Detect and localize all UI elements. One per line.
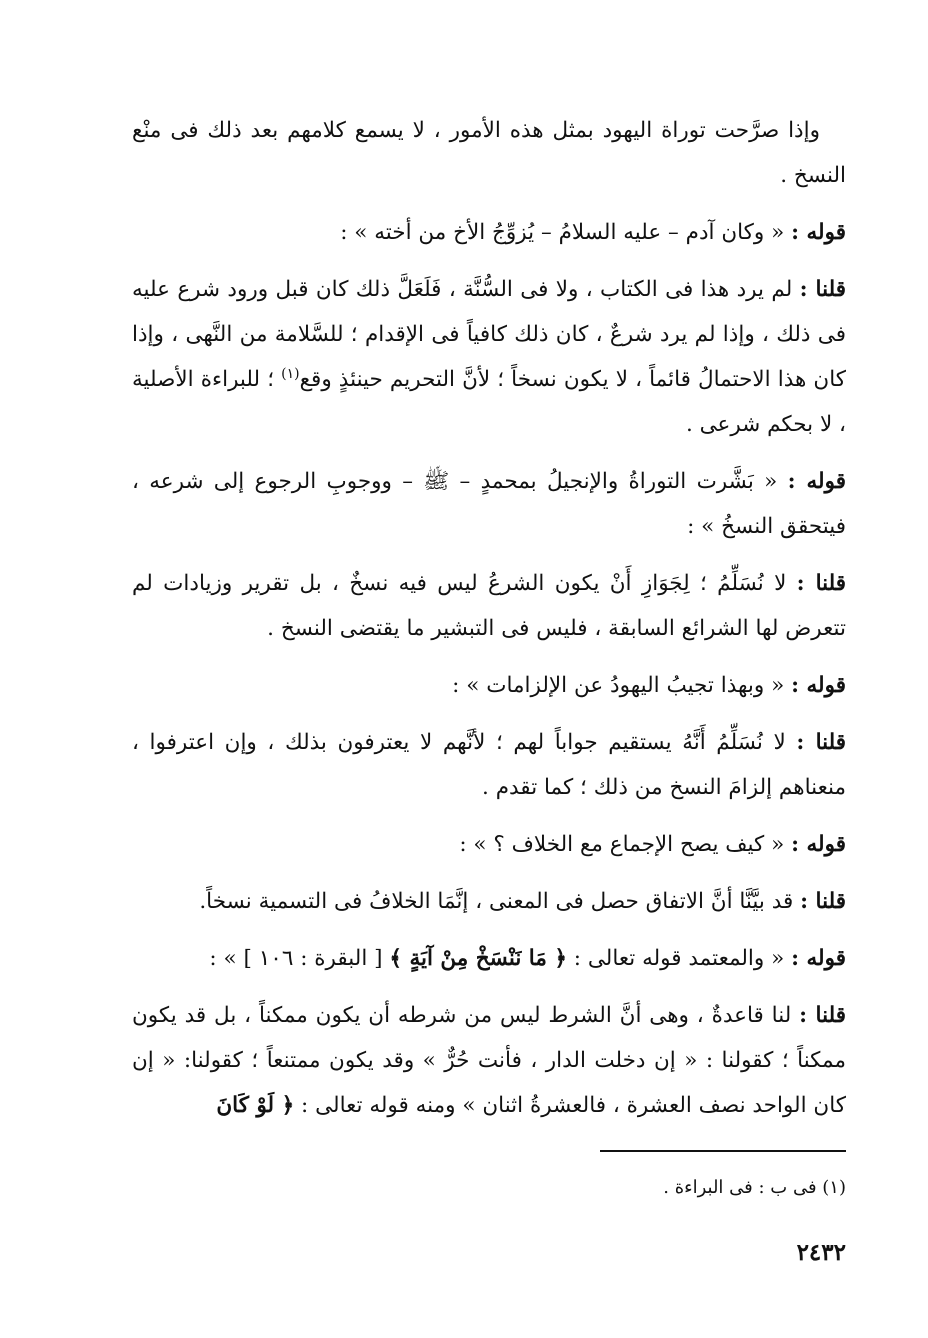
paragraph-label: قوله :: [791, 832, 846, 857]
paragraph-label: قلنا :: [796, 571, 847, 596]
paragraph-label: قلنا :: [799, 1003, 846, 1028]
paragraph-10: [132, 936, 846, 981]
page-number: ٢٤٣٢: [796, 1239, 846, 1266]
paragraph-text: « وكان آدم – عليه السلامُ – يُزوِّجُ الأخ من أخته » :: [340, 220, 792, 245]
paragraph-6: [132, 663, 846, 708]
quran-verse: ﴿ مَا نَنْسَخْ مِنْ آيَةٍ ﴾: [389, 946, 567, 971]
paragraph-text: لنا قاعدةٌ ، وهى أنَّ الشرط ليس من شرطه أن يكون ممكناً ، بل قد يكون ممكناً ؛ كقولنا : « إن دخلت الدار ، فأنت حُرٌّ » وقد يكون ممتنعاً ؛ كقولنا: « إن كان الواحد نصف العشرة ، فالعشرةُ اثنان » ومنه قوله تعالى :: [132, 1003, 846, 1118]
paragraph-label: قلنا :: [800, 889, 846, 914]
paragraph-5: [132, 561, 846, 651]
paragraph-4: [132, 459, 846, 549]
paragraph-2: [132, 210, 846, 255]
paragraph-label: قلنا :: [799, 277, 846, 302]
paragraph-text: وإذا صرَّحت توراة اليهود بمثل هذه الأمور ، لا يسمع كلامهم بعد ذلك فى منْع النسخ .: [132, 118, 846, 188]
paragraph-1: [132, 108, 846, 198]
paragraph-text-after: [ البقرة : ١٠٦ ] » :: [209, 946, 390, 971]
paragraph-7: [132, 720, 846, 810]
paragraph-11: [132, 993, 846, 1128]
paragraph-label: قوله :: [791, 946, 846, 971]
paragraph-8: [132, 822, 846, 867]
main-text: [132, 108, 846, 1140]
paragraph-text: « بَشَّرت التوراةُ والإنجيلُ بمحمدٍ – ﷺ – ووجوبِ الرجوع إلى شرعه ، فيتحقق النسخُ » :: [132, 469, 846, 539]
paragraph-label: قلنا :: [796, 730, 847, 755]
paragraph-9: [132, 879, 846, 924]
footnote-divider: [600, 1150, 846, 1152]
paragraph-text-after: ؛ للبراءة الأصلية ، لا بحكم شرعى .: [132, 367, 846, 437]
paragraph-text: « كيف يصح الإجماع مع الخلاف ؟ » :: [459, 832, 792, 857]
paragraph-label: قوله :: [787, 469, 846, 494]
paragraph-label: قوله :: [791, 220, 846, 245]
paragraph-text: قد بيَّنَّا أنَّ الاتفاق حصل فى المعنى ، إنَّمَا الخلافُ فى التسمية نسخاً.: [199, 889, 801, 914]
footnote-marker: (١): [281, 365, 300, 382]
footnote: (١) فى ب : فى البراءة .: [663, 1177, 846, 1198]
paragraph-text: لا نُسَلِّمُ أَنَّهُ يستقيم جواباً لهم ؛ لأنَّهم لا يعترفون بذلك ، وإن اعترفوا ، منعناهم إلزامَ النسخ من ذلك ؛ كما تقدم .: [132, 730, 846, 800]
paragraph-text: « والمعتمد قوله تعالى :: [566, 946, 792, 971]
paragraph-text: لم يرد هذا فى الكتاب ، ولا فى السُّنَّة ، فَلَعَلَّ ذلك كان قبل ورود شرع عليه فى ذلك ، وإذا لم يرد شرعٌ ، كان ذلك كافياً فى الإقدام ؛ للسَّلامة من النَّهى ، وإذا كان هذا الاحتمالُ قائماً ، لا يكون نسخاً ؛ لأنَّ التحريم حينئذٍ وقع: [132, 277, 846, 392]
paragraph-text: لا نُسَلِّمُ ؛ لِجَوَازِ أَنْ يكون الشرعُ ليس فيه نسخٌ ، بل تقرير وزيادات لم تتعرض لها الشرائع السابقة ، فليس فى التبشير ما يقتضى النسخ .: [132, 571, 846, 641]
paragraph-text: « وبهذا تجيبُ اليهودُ عن الإلزامات » :: [452, 673, 792, 698]
quran-verse: ﴿ لَوْ كَانَ: [216, 1093, 295, 1118]
paragraph-3: [132, 267, 846, 447]
paragraph-label: قوله :: [791, 673, 846, 698]
